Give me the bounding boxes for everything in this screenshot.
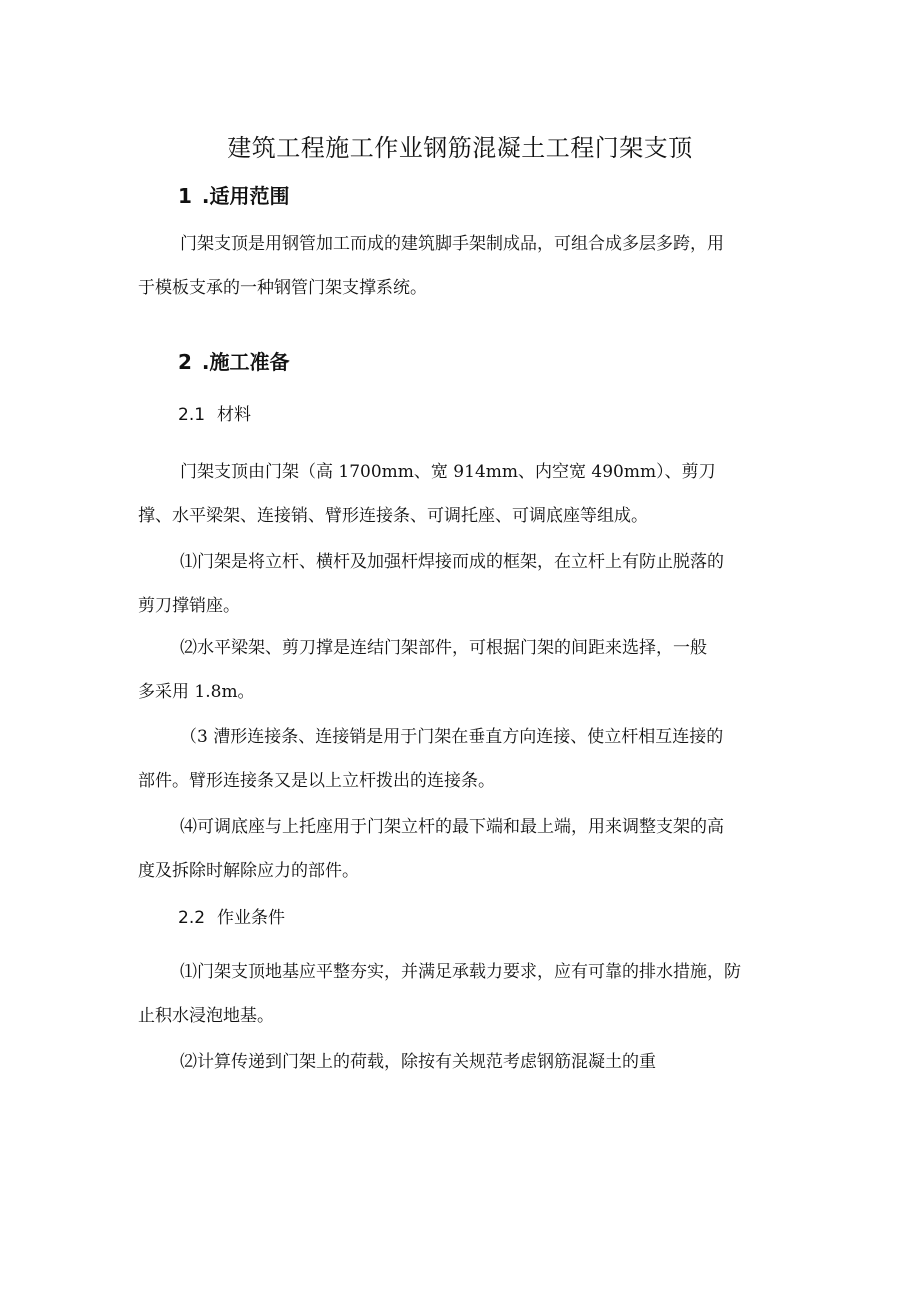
subsection-heading-2-2 [178,903,285,928]
paragraph-line: 门架支顶是用钢管加工而成的建筑脚手架制成品，可组合成多层多跨，用 [180,234,724,254]
paragraph-line: ⑷可调底座与上托座用于门架立杆的最下端和最上端，用来调整支架的高 [180,817,724,837]
subsection-heading-2-1 [178,400,251,425]
paragraph-line: 门架支顶由门架（高 1700mm、宽 914mm、内空宽 490mm）、剪刀 [180,462,716,482]
section-heading-1 [178,180,290,209]
paragraph-line: ⑵计算传递到门架上的荷载，除按有关规范考虑钢筋混凝土的重 [180,1052,656,1072]
document-title: 建筑工程施工作业钢筋混凝土工程门架支顶 [227,134,693,162]
section-heading-2 [178,346,290,375]
paragraph-line: 部件。臂形连接条又是以上立杆拨出的连接条。 [138,771,495,791]
section-number: 2 [178,350,192,374]
paragraph-line: 剪刀撑销座。 [138,596,240,616]
subsection-number: 2.2 [178,908,206,928]
section-number: 1 [178,184,192,208]
paragraph-line: 度及拆除时解除应力的部件。 [138,861,359,881]
paragraph-line: ⑴门架支顶地基应平整夯实，并满足承载力要求，应有可靠的排水措施，防 [180,962,741,982]
paragraph-line: 撑、水平梁架、连接销、臂形连接条、可调托座、可调底座等组成。 [138,506,648,526]
section-title: .施工准备 [201,350,290,374]
paragraph-line: ⑴门架是将立杆、横杆及加强杆焊接而成的框架，在立杆上有防止脱落的 [180,552,724,572]
subsection-number: 2.1 [178,405,206,425]
subsection-title: 作业条件 [217,908,286,928]
subsection-title: 材料 [217,405,252,425]
paragraph-line: 于模板支承的一种钢管门架支撑系统。 [138,278,427,298]
section-title: .适用范围 [201,184,290,208]
paragraph-line: ⑵水平梁架、剪刀撑是连结门架部件，可根据门架的间距来选择，一般 [180,638,707,658]
paragraph-line: 止积水浸泡地基。 [138,1006,274,1026]
paragraph-line: （3 漕形连接条、连接销是用于门架在垂直方向连接、使立杆相互连接的 [180,727,724,747]
paragraph-line: 多采用 1.8m。 [138,682,255,702]
